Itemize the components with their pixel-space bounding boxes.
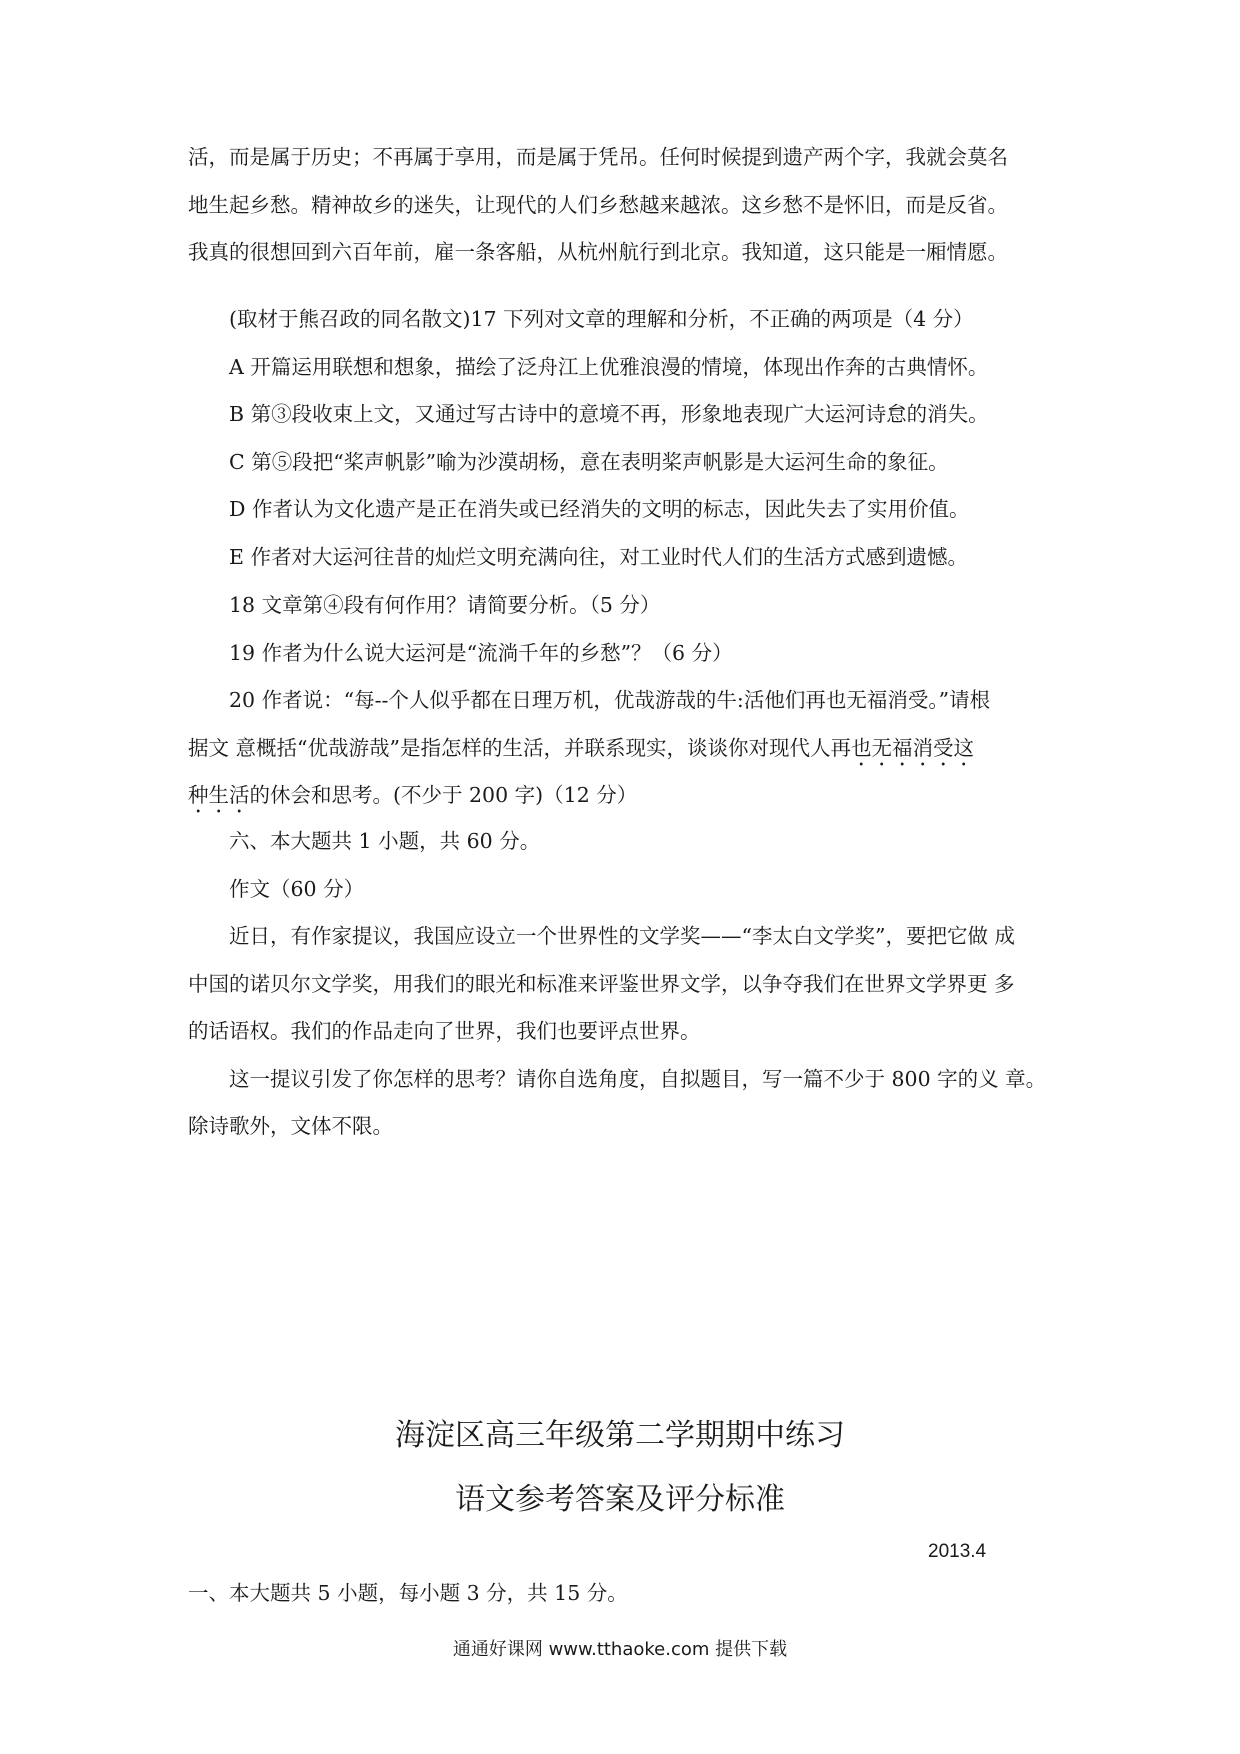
option-a: A 开篇运用联想和想象，描绘了泛舟江上优雅浪漫的情境，体现出作奔的古典情怀。 <box>229 354 989 379</box>
question-20-line1: 20 作者说：“每--个人似乎都在日理万机，优哉游哉的牛:活他们再也无福消受。”请根 <box>229 688 991 712</box>
answer-section-1-heading: 一、本大题共 5 小题，每小题 3 分，共 15 分。 <box>188 1581 628 1605</box>
answer-key-date: 2013.4 <box>928 1541 987 1562</box>
emphasized-text: 种生活 <box>188 783 250 807</box>
option-e: E 作者对大运河往昔的灿烂文明充满向往，对工业时代人们的生活方式感到遗憾。 <box>229 544 968 569</box>
essay-prompt-line: 中国的诺贝尔文学奖，用我们的眼光和标准来评鉴世界文学，以争夺我们在世界文学界更 多 <box>188 971 1015 996</box>
paragraph-line: 地生起乡愁。精神故乡的迷失，让现代的人们乡愁越来越浓。这乡愁不是怀旧，而是反省。 <box>188 192 1008 217</box>
essay-label: 作文（60 分） <box>229 876 365 901</box>
answer-key-title: 海淀区高三年级第二学期期中练习 <box>395 1418 845 1453</box>
question-17 <box>188 296 1060 581</box>
section-heading: 六、本大题共 1 小题，共 60 分。 <box>229 829 541 853</box>
answer-key-subtitle: 语文参考答案及评分标准 <box>455 1482 785 1517</box>
emphasized-text: 也无福消受这 <box>850 735 974 760</box>
paragraph-line: 我真的很想回到六百年前，雇一条客船，从杭州航行到北京。我知道，这只能是一厢情愿。 <box>188 240 1008 264</box>
option-d: D 作者认为文化遗产是正在消失或已经消失的文明的标志，因此失去了实用价值。 <box>229 497 970 521</box>
question-20-line3 <box>188 772 1060 820</box>
text-run: 据文 意概括“优哉游哉”是指怎样的生活，并联系现实，谈谈你对现代人再 <box>188 735 851 760</box>
question-19: 19 作者为什么说大运河是“流淌千年的乡愁”？（6 分） <box>229 640 733 665</box>
question-18-19 <box>188 582 1060 677</box>
text-run: 的休会和思考。(不少于 200 字)（12 分） <box>249 783 638 807</box>
section-6 <box>188 818 1060 1151</box>
question-20-line2 <box>188 725 1060 773</box>
essay-prompt-line: 的话语权。我们的作品走向了世界，我们也要评点世界。 <box>188 1019 701 1043</box>
essay-task-line: 这一提议引发了你怎样的思考？请你自选角度，自拟题目，写一篇不少于 800 字的义 章。 <box>229 1066 1047 1091</box>
question-18: 18 文章第④段有何作用？请简要分析。（5 分） <box>229 593 661 617</box>
option-b: B 第③段收束上文，又通过写古诗中的意境不再，形象地表现广大运河诗怠的消失。 <box>229 402 989 426</box>
option-c: C 第⑤段把“桨声帆影”喻为沙漠胡杨，意在表明桨声帆影是大运河生命的象征。 <box>229 449 949 474</box>
paragraph-line: 活，而是属于历史；不再属于享用，而是属于凭吊。任何时候提到遗产两个字，我就会莫名 <box>188 145 1008 169</box>
question-20 <box>188 677 1060 820</box>
passage-ending <box>188 134 1060 277</box>
essay-prompt-line: 近日，有作家提议，我国应设立一个世界性的文学奖——“李太白文学奖”，要把它做 成 <box>229 924 1015 948</box>
question-stem: (取材于熊召政的同名散文)17 下列对文章的理解和分析，不正确的两项是（4 分） <box>229 307 974 331</box>
download-footer: 通通好课网 www.tthaoke.com 提供下载 <box>452 1639 788 1660</box>
essay-task-line: 除诗歌外，文体不限。 <box>188 1114 393 1138</box>
